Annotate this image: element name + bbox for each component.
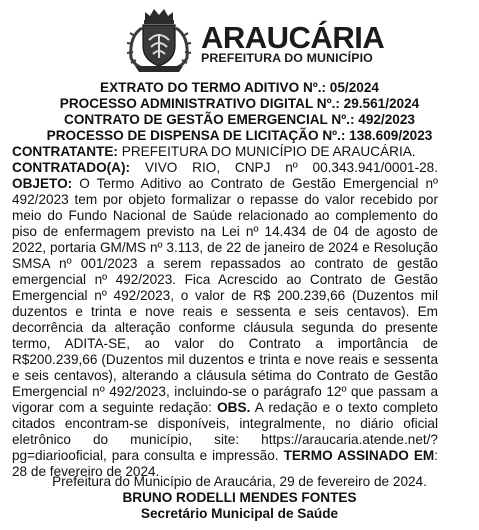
brand-subtitle: PREFEITURA DO MUNICÍPIO xyxy=(201,51,373,65)
coat-of-arms-icon xyxy=(121,6,197,76)
assinado-label: TERMO ASSINADO EM xyxy=(283,448,435,463)
objeto-label: OBJETO: xyxy=(12,176,73,191)
contratante-value: PREFEITURA DO MUNICÍPIO DE ARAUCÁRIA. xyxy=(121,144,416,159)
title-extrato: EXTRATO DO TERMO ADITIVO Nº.: 05/2024 xyxy=(100,80,379,95)
title-processo-administrativo: PROCESSO ADMINISTRATIVO DIGITAL Nº.: 29.561/2024 xyxy=(59,96,420,111)
obs-label: OBS. xyxy=(217,400,251,415)
assinado-value: : 28 de fevereiro de 2024. xyxy=(12,448,438,479)
brand-name: ARAUCÁRIA xyxy=(201,20,385,55)
contratante-paragraph xyxy=(12,144,438,160)
brand-block xyxy=(201,20,385,65)
place-date: Prefeitura do Município de Araucária, 29 de fevereiro de 2024. xyxy=(52,474,427,489)
contratado-value: VIVO RIO, CNPJ nº 00.343.941/0001-28. xyxy=(144,160,438,175)
obs-text: A redação e o texto completo citados encontram-se disponíveis, integralmente, no diário oficial eletrônico do município, site: https://araucaria.atende.net/?pg=diariooficial, para consulta e impressão. xyxy=(12,400,438,463)
signatory-role: Secretário Municipal de Saúde xyxy=(140,506,339,521)
document-header xyxy=(0,0,479,80)
document-titles xyxy=(0,80,479,144)
contratado-label: CONTRATADO(A): xyxy=(12,160,131,175)
main-paragraph xyxy=(12,160,438,480)
objeto-text: O Termo Aditivo ao Contrato de Gestão Emergencial nº 492/2023 tem por objeto formalizar o repasse do valor recebido por meio do Fundo Nacional de Saúde relacionado ao complemento do piso de enfermagem previsto na Lei nº 14.434 de 04 de agosto de 2022, portaria GM/MS nº 3.113, de 22 de janeiro de 2024 e Resolução SMSA nº 001/2023 a serem repassados ao contrato de gestão emergencial nº 492/2023. Fica Acrescido ao Contrato de Gestão Emergencial nº 492/2023, o valor de R$ 200.239,66 (Duzentos mil duzentos e trinta e nove reais e sessenta e seis centavos). Em decorrência da alteração conforme cláusula segunda do presente termo, ADITA-SE, ao valor do Contrato a importância de R$200.239,66 (Duzentos mil duzentos e trinta e nove reais e sessenta e seis centavos), alterando a cláusula sétima do Contrato de Gestão Emergencial nº 492/2023, incluindo-se o parágrafo 12º que passam a vigorar com a seguinte redação: xyxy=(12,176,438,415)
title-contrato-gestao: CONTRATO DE GESTÃO EMERGENCIAL Nº.: 492/2023 xyxy=(64,112,415,127)
document-footer xyxy=(0,474,479,522)
contratante-label: CONTRATANTE: xyxy=(12,144,118,159)
title-processo-dispensa: PROCESSO DE DISPENSA DE LICITAÇÃO Nº.: 138.609/2023 xyxy=(46,128,433,143)
signatory-name: BRUNO RODELLI MENDES FONTES xyxy=(122,490,357,505)
document-body xyxy=(12,144,438,480)
